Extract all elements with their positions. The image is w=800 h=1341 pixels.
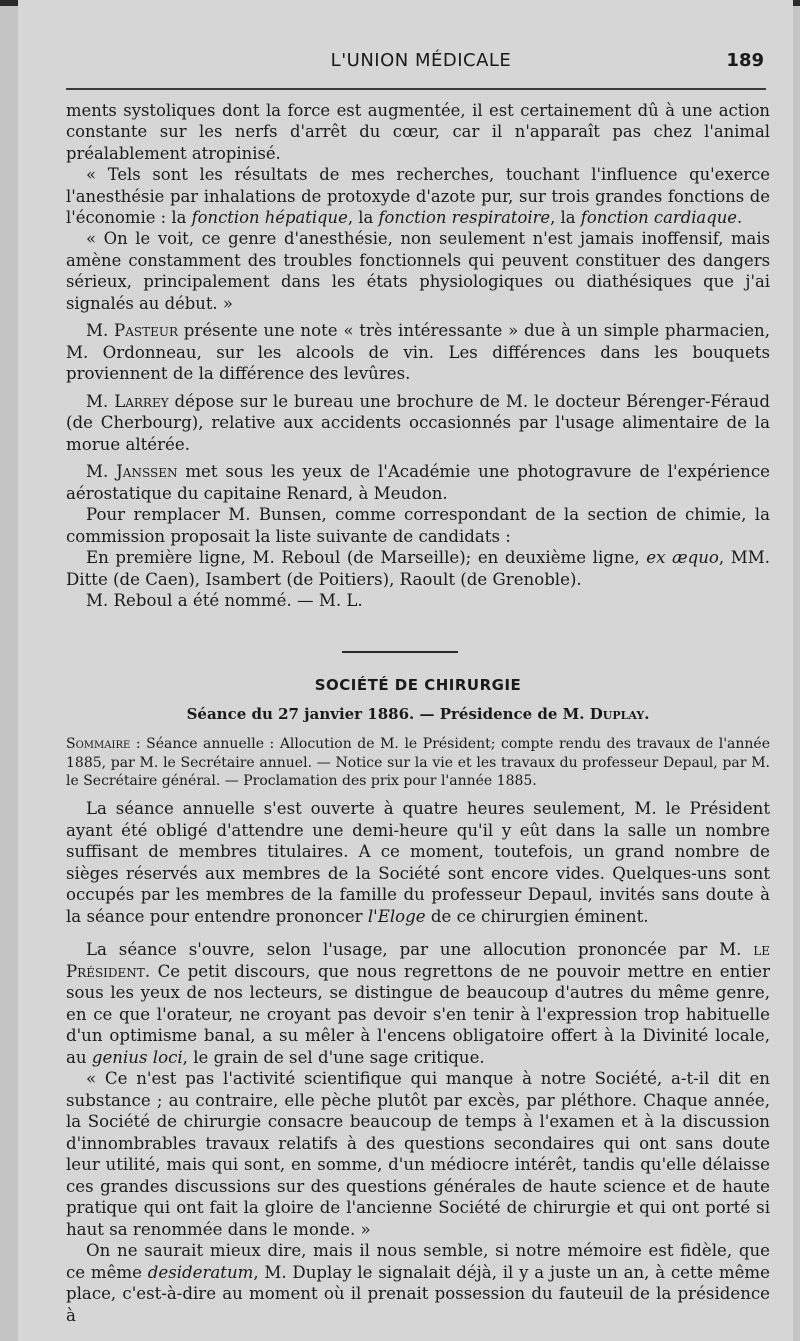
paragraph-pasteur: M. Pasteur présente une note « très intéressante » due à un simple pharmacien, M. Ordonneau, sur les alcools de vin. Les différences dans les bouquets proviennent de la différence des levûres. — [66, 321, 770, 384]
person-name: Janssen — [116, 462, 178, 482]
paragraph: « On le voit, ce genre d'anesthésie, non seulement n'est jamais inoffensif, mais amène constamment des troubles fonctionnels qui peuvent constituer des dangers sérieux, principalement dans les états physiologiques ou diathésiques que j'ai signalés au début. » — [66, 229, 770, 313]
paragraph: La séance s'ouvre, selon l'usage, par une allocution prononcée par M. le Président. Ce petit discours, que nous regrettons de ne pouvoir mettre en entier sous les yeux de nos lecteurs, se distingue de beaucoup d'autres du même genre, en ce que l'orateur, ne croyant pas devoir s'en tenir à l'expression trop habituelle d'un optimisme banal, a su mêler à l'encens obligatoire offert à la Divinité locale, au genius loci, le grain de sel d'une sage critique. — [66, 940, 770, 1067]
president-name: Duplay — [589, 705, 645, 723]
person-name: Larrey — [114, 391, 169, 411]
paragraph-quote: « Ce n'est pas l'activité scientifique qui manque à notre Société, a-t-il dit en substance ; au contraire, elle pèche plutôt par excès, par pléthore. Chaque année, la Société de chirurgie consacre beaucoup de temps à l'examen et à la discussion d'innombrables travaux relatifs à des questions secondaires qui ont sans doute leur utilité, mais qui sont, en somme, d'un médiocre intérêt, tandis qu'elle délaisse ces grandes discussions sur des questions générales de haute science et de haute pratique qui ont fait la gloire de l'ancienne Société de chirurgie et qui ont porté si haut sa renommée dans le monde. » — [66, 1069, 770, 1239]
person-name: le Président — [66, 940, 770, 981]
person-name: Pasteur — [114, 321, 179, 341]
section-separator — [342, 651, 458, 653]
seance-line: Séance du 27 janvier 1886. — Présidence de M. Duplay. — [186, 705, 650, 723]
paragraph: ments systoliques dont la force est augmentée, il est certainement dû à une action constante sur les nerfs d'arrêt du cœur, car il n'apparaît pas chez l'animal préalablement atropinisé. — [66, 101, 770, 163]
paragraph-candidats: En première ligne, M. Reboul (de Marseille); en deuxième ligne, ex æquo, MM. Ditte (de Caen), Isambert (de Poitiers), Raoult (de Grenoble). — [66, 548, 771, 589]
sommaire-label: Sommaire — [66, 736, 131, 752]
paragraph-larrey: M. Larrey dépose sur le bureau une brochure de M. le docteur Bérenger-Féraud (de Cherbourg), relative aux accidents occasionnés par l'usage alimentaire de la morue altérée. — [66, 391, 770, 454]
running-header — [72, 50, 770, 78]
header-rule — [66, 88, 766, 90]
paragraph: « Tels sont les résultats de mes recherches, touchant l'influence qu'exerce l'anesthésie par inhalations de protoxyde d'azote pur, sur trois grandes fonctions de l'économie : la fonction hépatique, la fonction respiratoire, la fonction cardiaque. — [66, 165, 770, 228]
sommaire: Sommaire : Séance annuelle : Allocution de M. le Président; compte rendu des travaux de l'année 1885, par M. le Secrétaire annuel. — Notice sur la vie et les travaux du professeur Depaul, par M. le Secrétaire général. — Proclamation des prix pour l'année 1885. — [66, 736, 770, 789]
paragraph-janssen: M. Janssen met sous les yeux de l'Académie une photogravure de l'expérience aérostatique du capitaine Renard, à Meudon. — [66, 462, 770, 503]
main-text — [66, 100, 770, 612]
paragraph: On ne saurait mieux dire, mais il nous semble, si notre mémoire est fidèle, que ce même desideratum, M. Duplay le signalait déjà, il y a juste un an, à cette même place, c'est-à-dire au moment où il prenait possession du fauteuil de la présidence à — [66, 1241, 770, 1325]
journal-title: L'UNION MÉDICALE — [330, 50, 512, 71]
section-title: SOCIÉTÉ DE CHIRURGIE — [314, 676, 522, 694]
section-text — [66, 798, 770, 1326]
paragraph: La séance annuelle s'est ouverte à quatre heures seulement, M. le Président ayant été obligé d'attendre une demi-heure qu'il y eût dans la salle un nombre suffisant de membres titulaires. A ce moment, toutefois, un grand nombre de sièges réservés aux membres de la Société sont encore vides. Quelques-uns sont occupés par les membres de la famille du professeur Depaul, invités sans doute à la séance pour entendre prononcer l'Eloge de ce chirurgien éminent. — [66, 799, 770, 926]
page-number: 189 — [726, 50, 764, 71]
paragraph-nomination: M. Reboul a été nommé. — M. L. — [86, 591, 363, 611]
paragraph-bunsen: Pour remplacer M. Bunsen, comme correspondant de la section de chimie, la commission proposait la liste suivante de candidats : — [66, 505, 770, 546]
